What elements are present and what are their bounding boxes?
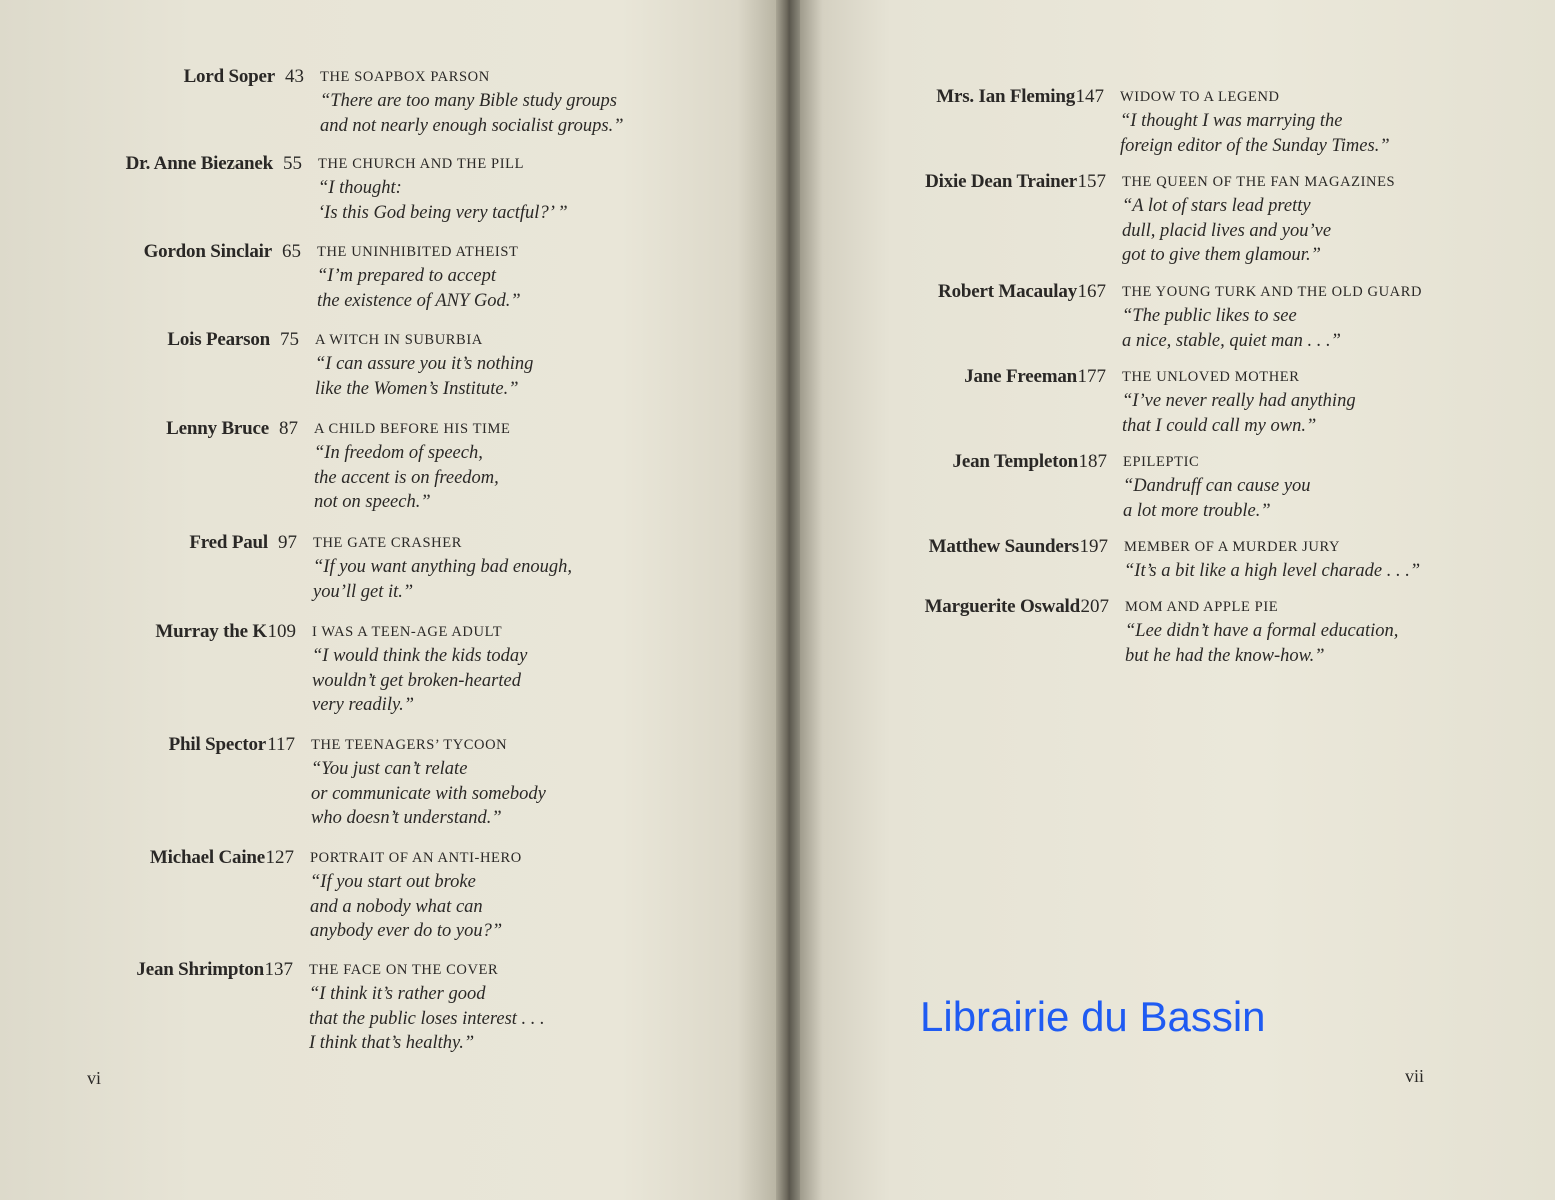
entry-name: Lord Soper (183, 66, 275, 87)
entry-page-number: 97 (278, 532, 297, 553)
entry-name: Michael Caine (149, 847, 265, 868)
entry-quote: “I thought: ‘Is this God being very tactful?’ ” (318, 178, 568, 223)
entry-quote: “I would think the kids today wouldn’t get broken-hearted very readily.” (312, 646, 528, 715)
entry-name: Marguerite Oswald (924, 596, 1080, 617)
toc-entry (925, 171, 1396, 268)
entry-page-number: 87 (279, 418, 298, 439)
entry-title: I WAS A TEEN-AGE ADULT (312, 624, 503, 640)
entry-name: Lois Pearson (167, 329, 270, 350)
entry-quote: “I thought I was marrying the foreign editor of the Sunday Times.” (1120, 111, 1390, 156)
toc-entry (964, 366, 1356, 438)
entry-name: Matthew Saunders (928, 536, 1079, 557)
entry-quote: “I’ve never really had anything that I could call my own.” (1122, 391, 1356, 436)
entry-name: Dr. Anne Biezanek (125, 153, 273, 174)
entry-title: THE TEENAGERS’ TYCOON (311, 737, 508, 753)
toc-entry (952, 451, 1311, 523)
entry-title: THE CHURCH AND THE PILL (318, 156, 525, 172)
entry-page-number: 43 (285, 66, 304, 87)
entry-page-number: 207 (1080, 596, 1109, 617)
entry-page-number: 65 (282, 241, 301, 262)
entry-quote: “In freedom of speech, the accent is on freedom, not on speech.” (314, 443, 499, 512)
entry-page-number: 187 (1078, 451, 1107, 472)
entry-name: Gordon Sinclair (143, 241, 272, 262)
toc-entry (938, 281, 1423, 353)
entry-quote: “If you start out broke and a nobody what can anybody ever do to you?” (310, 872, 503, 941)
toc-entry (155, 621, 528, 718)
toc-entry (928, 536, 1421, 584)
entry-page-number: 137 (264, 959, 293, 980)
entry-title: THE GATE CRASHER (313, 535, 462, 551)
entry-quote: “I can assure you it’s nothing like the Women’s Institute.” (315, 354, 534, 399)
entry-title: PORTRAIT OF AN ANTI-HERO (310, 850, 522, 866)
entry-page-number: 75 (280, 329, 299, 350)
entry-title: A CHILD BEFORE HIS TIME (314, 421, 511, 437)
toc-entry (189, 532, 572, 604)
toc-entry (166, 418, 511, 515)
entry-page-number: 147 (1075, 86, 1104, 107)
entry-name: Robert Macaulay (938, 281, 1077, 302)
entry-title: THE SOAPBOX PARSON (320, 69, 490, 85)
entry-quote: “If you want anything bad enough, you’ll get it.” (313, 557, 572, 602)
entry-title: MOM AND APPLE PIE (1125, 599, 1279, 615)
entry-page-number: 167 (1077, 281, 1106, 302)
entry-title: THE FACE ON THE COVER (309, 962, 499, 978)
entry-title: WIDOW TO A LEGEND (1120, 89, 1280, 105)
entry-quote: “You just can’t relate or communicate with somebody who doesn’t understand.” (311, 759, 546, 828)
entry-title: MEMBER OF A MURDER JURY (1124, 539, 1341, 555)
entry-title: THE UNLOVED MOTHER (1122, 369, 1300, 385)
entry-name: Murray the K (155, 621, 267, 642)
entry-page-number: 177 (1077, 366, 1106, 387)
entry-quote: “A lot of stars lead pretty dull, placid lives and you’ve got to give them glamour.” (1122, 196, 1332, 265)
toc-entry (924, 596, 1399, 668)
toc-entry (936, 86, 1390, 158)
toc-entry (183, 66, 624, 138)
toc-entry (136, 959, 545, 1056)
watermark-text: Librairie du Bassin (920, 993, 1266, 1040)
entry-page-number: 117 (267, 734, 295, 755)
entry-name: Jane Freeman (964, 366, 1077, 387)
page-folio-right: vii (1405, 1066, 1425, 1086)
book-gutter (776, 0, 800, 1200)
toc-entry (143, 241, 521, 313)
entry-name: Fred Paul (189, 532, 268, 553)
entry-page-number: 127 (265, 847, 294, 868)
toc-entry (125, 153, 568, 225)
page-folio-left: vi (87, 1068, 102, 1088)
toc-entry (167, 329, 534, 401)
entry-title: A WITCH IN SUBURBIA (315, 332, 483, 348)
entry-name: Jean Shrimpton (136, 959, 264, 980)
entry-quote: “It’s a bit like a high level charade . . .” (1124, 561, 1421, 581)
entry-name: Lenny Bruce (166, 418, 269, 439)
entry-name: Phil Spector (168, 734, 266, 755)
entry-quote: “I think it’s rather good that the public loses interest . . . I think that’s healthy.” (309, 984, 545, 1053)
entry-title: THE QUEEN OF THE FAN MAGAZINES (1122, 174, 1396, 190)
entry-name: Dixie Dean Trainer (925, 171, 1077, 192)
entry-title: EPILEPTIC (1123, 454, 1200, 470)
entry-page-number: 109 (267, 621, 296, 642)
entry-quote: “Dandruff can cause you a lot more trouble.” (1123, 476, 1311, 521)
entry-quote: “Lee didn’t have a formal education, but he had the know-how.” (1125, 621, 1399, 666)
entry-page-number: 197 (1079, 536, 1108, 557)
entry-title: THE UNINHIBITED ATHEIST (317, 244, 519, 260)
entry-page-number: 55 (283, 153, 302, 174)
entry-name: Jean Templeton (952, 451, 1078, 472)
entry-quote: “There are too many Bible study groups and not nearly enough socialist groups.” (320, 91, 624, 136)
toc-entry (149, 847, 522, 944)
entry-quote: “I’m prepared to accept the existence of ANY God.” (317, 266, 521, 311)
entry-name: Mrs. Ian Fleming (936, 86, 1075, 107)
toc-entry (168, 734, 546, 831)
entry-quote: “The public likes to see a nice, stable, quiet man . . .” (1122, 306, 1341, 351)
entry-title: THE YOUNG TURK AND THE OLD GUARD (1122, 284, 1423, 300)
entry-page-number: 157 (1077, 171, 1106, 192)
